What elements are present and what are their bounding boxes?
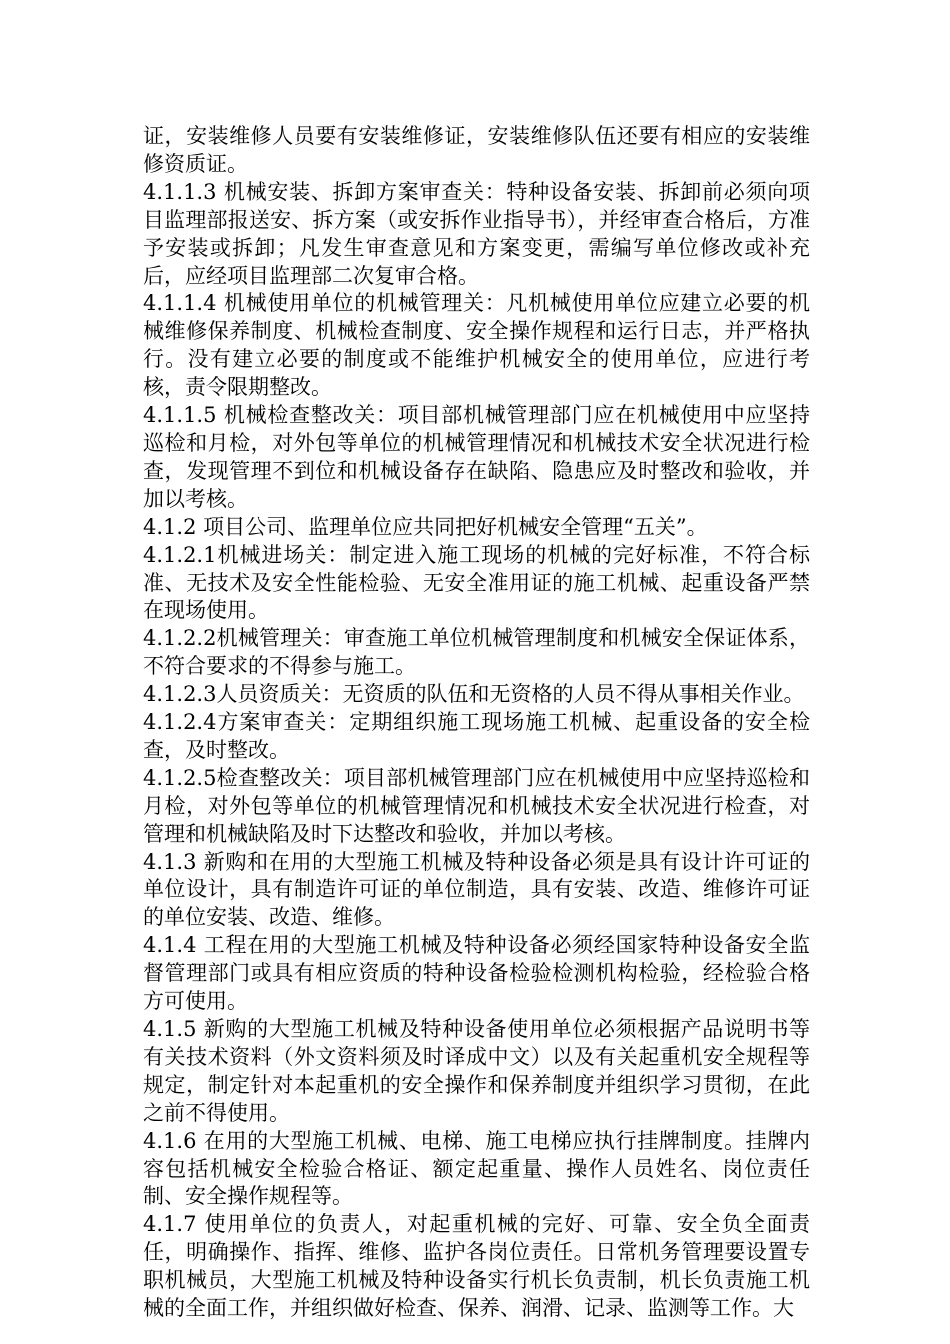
paragraph-4-1-2: 4.1.2 项目公司、监理单位应共同把好机械安全管理“五关”。 [143, 514, 708, 539]
paragraph-4-1-5: 4.1.5 新购的大型施工机械及特种设备使用单位必须根据产品说明书等有关技术资料（外文资料须及时译成中文）以及有关起重机安全规程等规定，制定针对本起重机的安全操作和保养制度并组织学习贯彻，在此之前不得使用。 [143, 1017, 810, 1125]
paragraph-4-1-3: 4.1.3 新购和在用的大型施工机械及特种设备必须是具有设计许可证的单位设计，具有制造许可证的单位制造，具有安装、改造、维修许可证的单位安装、改造、维修。 [143, 849, 810, 930]
paragraph-4-1-2-5: 4.1.2.5检查整改关：项目部机械管理部门应在机械使用中应坚持巡检和月检，对外包等单位的机械管理情况和机械技术安全状况进行检查，对管理和机械缺陷及时下达整改和验收，并加以考核。 [143, 765, 810, 846]
paragraph-4-1-6: 4.1.6 在用的大型施工机械、电梯、施工电梯应执行挂牌制度。挂牌内容包括机械安全检验合格证、额定起重量、操作人员姓名、岗位责任制、安全操作规程等。 [143, 1128, 810, 1209]
paragraph-4-1-2-1: 4.1.2.1机械进场关：制定进入施工现场的机械的完好标准，不符合标准、无技术及安全性能检验、无安全准用证的施工机械、起重设备严禁在现场使用。 [143, 542, 810, 623]
paragraph-4-1-1-4: 4.1.1.4 机械使用单位的机械管理关：凡机械使用单位应建立必要的机械维修保养制度、机械检查制度、安全操作规程和运行日志，并严格执行。没有建立必要的制度或不能维护机械安全的使用单位，应进行考核，责令限期整改。 [143, 291, 810, 400]
paragraph-4-1-2-2: 4.1.2.2机械管理关：审查施工单位机械管理制度和机械安全保证体系，不符合要求的不得参与施工。 [143, 626, 810, 679]
paragraph-continuation: 证，安装维修人员要有安装维修证，安装维修队伍还要有相应的安装维修资质证。 [143, 124, 810, 176]
paragraph-4-1-4: 4.1.4 工程在用的大型施工机械及特种设备必须经国家特种设备安全监督管理部门或具有相应资质的特种设备检验检测机构检验，经检验合格方可使用。 [143, 933, 810, 1014]
paragraph-4-1-7: 4.1.7 使用单位的负责人，对起重机械的完好、可靠、安全负全面责任，明确操作、指挥、维修、监护各岗位责任。日常机务管理要设置专职机械员，大型施工机械及特种设备实行机长负责制，机长负责施工机械的全面工作，并组织做好检查、保养、润滑、记录、监测等工作。大 [143, 1212, 810, 1321]
document-body [143, 123, 810, 1323]
paragraph-4-1-1-3: 4.1.1.3 机械安装、拆卸方案审查关：特种设备安装、拆卸前必须向项目监理部报送安、拆方案（或安拆作业指导书），并经审查合格后，方准予安装或拆卸；凡发生审查意见和方案变更，需编写单位修改或补充后，应经项目监理部二次复审合格。 [143, 179, 810, 288]
paragraph-4-1-2-4: 4.1.2.4方案审查关：定期组织施工现场施工机械、起重设备的安全检查，及时整改。 [143, 710, 810, 762]
paragraph-4-1-2-3: 4.1.2.3人员资质关：无资质的队伍和无资格的人员不得从事相关作业。 [143, 682, 805, 707]
paragraph-4-1-1-5: 4.1.1.5 机械检查整改关：项目部机械管理部门应在机械使用中应坚持巡检和月检，对外包等单位的机械管理情况和机械技术安全状况进行检查，发现管理不到位和机械设备存在缺陷、隐患应及时整改和验收，并加以考核。 [143, 403, 810, 511]
